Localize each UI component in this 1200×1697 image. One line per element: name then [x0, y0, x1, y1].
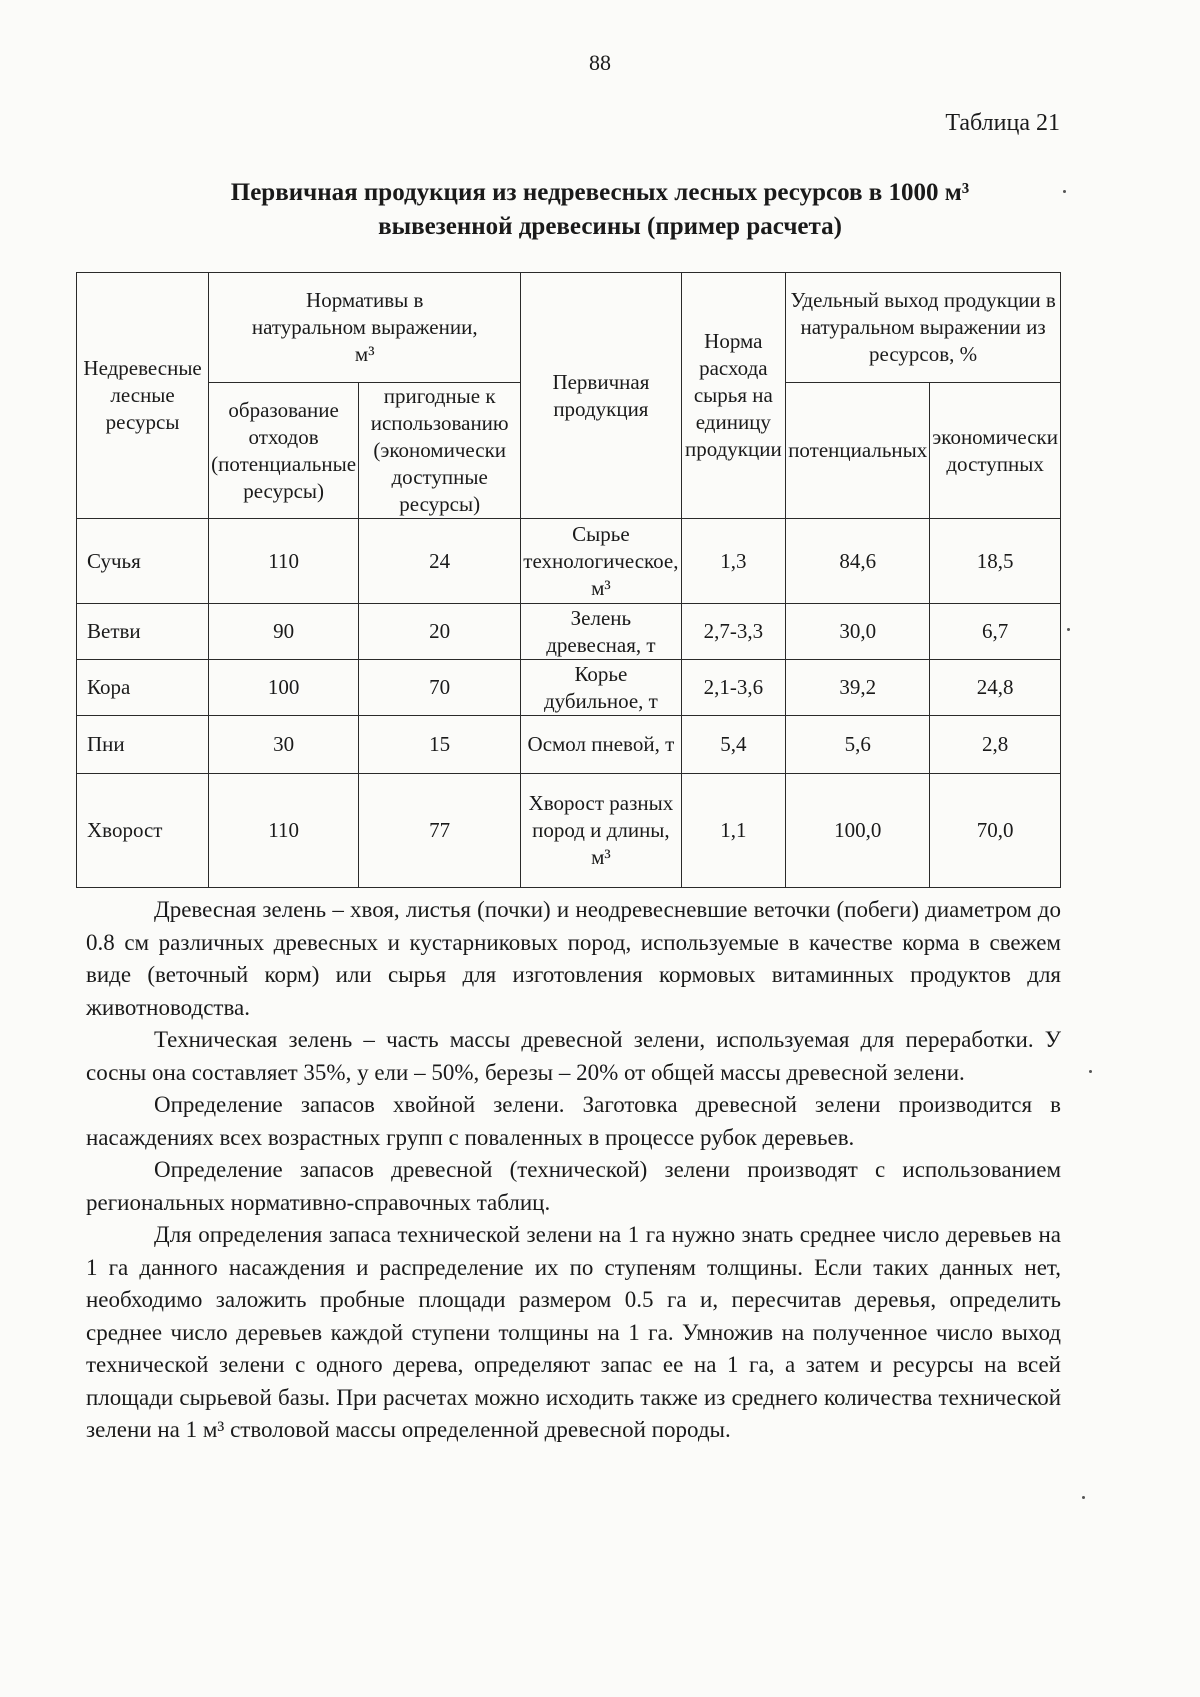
data-table — [76, 272, 1061, 888]
cell-potential: 5,6 — [786, 716, 930, 774]
cell-resource: Ветви — [77, 604, 209, 660]
cell-resource: Кора — [77, 660, 209, 716]
cell-resource: Хворост — [77, 774, 209, 888]
header-norms-waste: образование отходов (потенциальные ресурсы) — [209, 383, 359, 519]
table-label: Таблица 21 — [945, 110, 1060, 136]
cell-waste: 100 — [209, 660, 359, 716]
header-yield-group: Удельный выход продукции в натуральном выражении из ресурсов, % — [786, 273, 1061, 383]
cell-potential: 100,0 — [786, 774, 930, 888]
cell-product: Сырье технологическое, м³ — [521, 519, 681, 604]
cell-waste: 110 — [209, 774, 359, 888]
table-title — [0, 176, 1200, 244]
paragraph: Определение запасов хвойной зелени. Заготовка древесной зелени производится в насаждениях всех возрастных групп с поваленных в процессе рубок деревьев. — [86, 1092, 1061, 1150]
title-line-2: вывезенной древесины (пример расчета) — [378, 213, 842, 240]
cell-potential: 30,0 — [786, 604, 930, 660]
cell-economic: 24,8 — [930, 660, 1061, 716]
header-yield-potential: потенциальных — [786, 383, 930, 519]
cell-economic: 6,7 — [930, 604, 1061, 660]
table-row — [77, 716, 1061, 774]
cell-resource: Сучья — [77, 519, 209, 604]
cell-economic: 18,5 — [930, 519, 1061, 604]
table-row — [77, 604, 1061, 660]
header-resources: Недревесные лесные ресурсы — [77, 273, 209, 519]
title-line-1: Первичная продукция из недревесных лесных ресурсов в 1000 м³ — [230, 179, 970, 206]
paragraph: Для определения запаса технической зелени на 1 га нужно знать среднее число деревьев на 1 га данного насаждения и распределение их по ступеням толщины. Если таких данных нет, необходимо заложить пробные площади размером 0.5 га и, пересчитав деревья, определить среднее число деревьев каждой ступени толщины на 1 га. Умножив на полученное число выход технической зелени с одного дерева, определяют запас ее на 1 га, а затем и ресурсы на всей площади сырьевой базы. При расчетах можно исходить также из среднего количества технической зелени на 1 м³ стволовой массы определенной древесной породы. — [86, 1222, 1061, 1442]
scan-speck — [1063, 190, 1066, 193]
cell-consumption: 5,4 — [681, 716, 786, 774]
header-norms-group: Нормативы в натуральном выражении, м³ — [209, 273, 521, 383]
cell-waste: 110 — [209, 519, 359, 604]
paragraph: Древесная зелень – хвоя, листья (почки) и неодревесневшие веточки (побеги) диаметром до 0.8 см различных древесных и кустарниковых пород, используемые в качестве корма в свежем виде (веточный корм) или сырья для изготовления кормовых витаминных продуктов для животноводства. — [86, 897, 1061, 1020]
cell-product: Корье дубильное, т — [521, 660, 681, 716]
cell-economic: 70,0 — [930, 774, 1061, 888]
cell-consumption: 1,1 — [681, 774, 786, 888]
cell-product: Зелень древесная, т — [521, 604, 681, 660]
header-consumption: Норма расхода сырья на единицу продукции — [681, 273, 786, 519]
cell-waste: 30 — [209, 716, 359, 774]
header-norms-usable: пригодные к использованию (экономически доступные ресурсы) — [359, 383, 521, 519]
scan-speck — [1067, 628, 1070, 631]
cell-usable: 70 — [359, 660, 521, 716]
cell-potential: 84,6 — [786, 519, 930, 604]
table-row — [77, 774, 1061, 888]
cell-usable: 77 — [359, 774, 521, 888]
paragraph: Определение запасов древесной (технической) зелени производят с использованием региональных нормативно-справочных таблиц. — [86, 1157, 1061, 1215]
cell-economic: 2,8 — [930, 716, 1061, 774]
body-text — [86, 894, 1061, 1447]
cell-consumption: 2,7-3,3 — [681, 604, 786, 660]
table-row — [77, 519, 1061, 604]
header-product: Первичная продукция — [521, 273, 681, 519]
cell-usable: 20 — [359, 604, 521, 660]
cell-usable: 24 — [359, 519, 521, 604]
cell-potential: 39,2 — [786, 660, 930, 716]
page-number: 88 — [589, 50, 611, 75]
scan-speck — [1082, 1496, 1085, 1499]
cell-usable: 15 — [359, 716, 521, 774]
header-yield-economic: экономически доступных — [930, 383, 1061, 519]
cell-product: Хворост разных пород и длины, м³ — [521, 774, 681, 888]
table-row — [77, 660, 1061, 716]
cell-product: Осмол пневой, т — [521, 716, 681, 774]
cell-waste: 90 — [209, 604, 359, 660]
scan-speck — [1089, 1070, 1092, 1073]
paragraph: Техническая зелень – часть массы древесной зелени, используемая для переработки. У сосны она составляет 35%, у ели – 50%, березы – 20% от общей массы древесной зелени. — [86, 1027, 1061, 1085]
cell-consumption: 1,3 — [681, 519, 786, 604]
cell-consumption: 2,1-3,6 — [681, 660, 786, 716]
cell-resource: Пни — [77, 716, 209, 774]
